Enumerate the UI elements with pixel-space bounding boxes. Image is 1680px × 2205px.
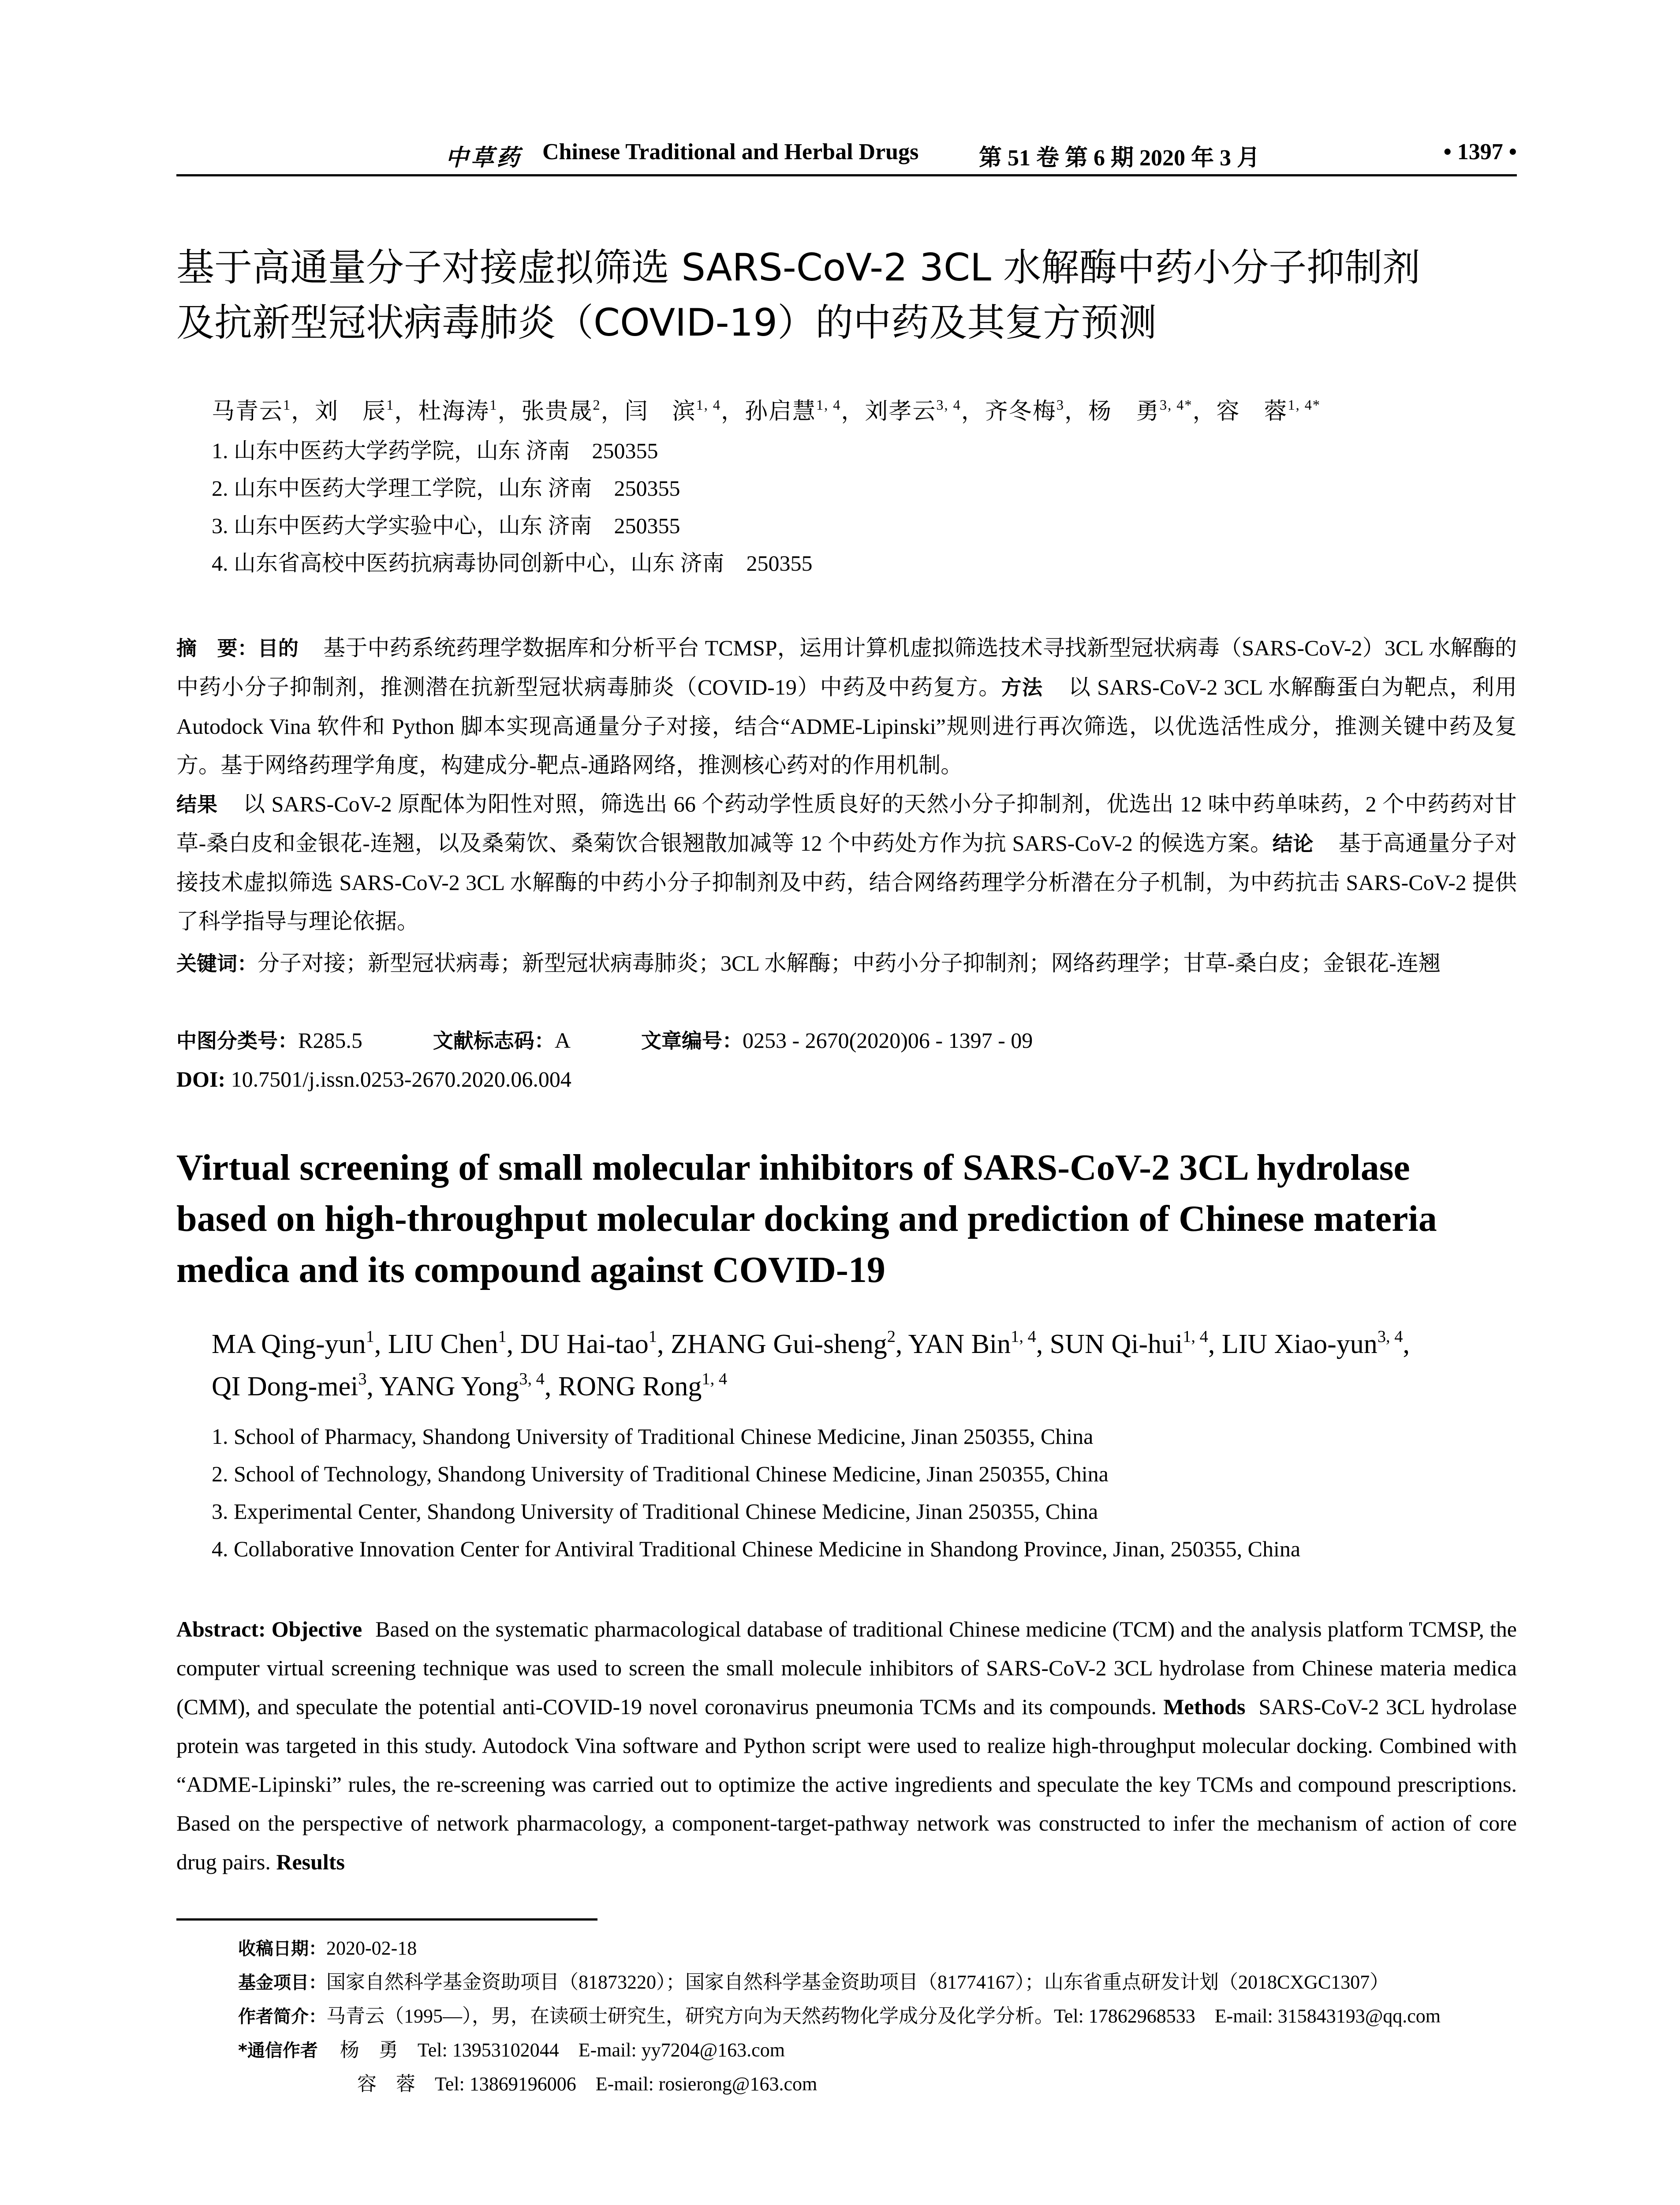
title-cn — [176, 240, 1543, 351]
affiliation-cn: 3. 山东中医药大学实验中心，山东 济南 250355 — [212, 513, 680, 538]
author-affiliation-mark: 1 — [386, 397, 395, 413]
corresponding-author-1 — [238, 2033, 1526, 2067]
doi — [176, 1060, 571, 1099]
title-en-line: Virtual screening of small molecular inhibitors of SARS-CoV-2 3CL hydrolase — [176, 1147, 1410, 1188]
author-affiliation-mark: 1 — [498, 1327, 507, 1346]
header-rule — [176, 174, 1517, 176]
author-name: LIU Xiao-yun — [1221, 1329, 1378, 1359]
classification-info — [176, 1021, 1517, 1060]
author-name: 张贵晟 — [521, 399, 593, 424]
author-affiliation-mark: 1, 4 — [1011, 1327, 1036, 1346]
methods-text-en: SARS-CoV-2 3CL hydrolase protein was targeted in this study. Autodock Vina software and Python script were used to realize high-throughput molecular docking. Combined with “ADME-Lipinski” rules, the re-screening was carried out to optimize the active ingredients and speculate the key TCMs and compound prescriptions. Based on the perspective of network pharmacology, a component-target-pathway network was constructed to infer the mechanism of action of core drug pairs. — [176, 1694, 1517, 1874]
author-name: MA Qing-yun — [212, 1329, 366, 1359]
article-no-value: 0253 - 2670(2020)06 - 1397 - 09 — [742, 1028, 1033, 1053]
conclusion-text-cn: 基于高通量分子对接技术虚拟筛选 SARS-CoV-2 3CL 水解酶的中药小分子抑制剂及中药，结合网络药理学分析潜在分子机制，为中药抗击 SARS-CoV-2 提供了科学指导与理论依据。 — [176, 831, 1517, 934]
authors-cn: 马青云$^1$，刘 辰$^1$，杜海涛$^1$，张贵晟$^2$，闫 滨$^{1, 4}$，孙启慧$^{1, 4}$，刘孝云$^{3, 4}$，齐冬梅$^3$，杨 勇$^{3, 4*}$，容 蓉$^{1, 4*}$ — [212, 397, 1321, 424]
article-no-label: 文章编号： — [641, 1029, 743, 1053]
title-en-line: medica and its compound against COVID-19 — [176, 1249, 885, 1290]
author-name: 容 蓉 — [1216, 399, 1288, 424]
title-cn-line: 及抗新型冠状病毒肺炎（COVID-19）的中药及其复方预测 — [176, 301, 1157, 345]
author-name: 孙启慧 — [745, 399, 817, 424]
author-name: 杜海涛 — [418, 399, 490, 424]
author-affiliation-mark: 1, 4 — [696, 397, 721, 413]
methods-text-cn: 以 SARS-CoV-2 3CL 水解酶蛋白为靶点，利用 Autodock Vina 软件和 Python 脚本实现高通量分子对接，结合“ADME-Lipinski”规则进行再次筛选，以优选活性成分，推测关键中药及复方。基于网络药理学角度，构建成分-靶点-通路网络，推测核心药对的作用机制。 — [176, 675, 1517, 777]
received-label: 收稿日期： — [238, 1939, 326, 1959]
abstract-cn-label: 摘 要： — [176, 636, 258, 660]
author-name: 马青云 — [212, 399, 284, 424]
author-name: LIU Chen — [388, 1329, 498, 1359]
running-header — [176, 139, 1517, 174]
fund-value: 国家自然科学基金资助项目（81873220）；国家自然科学基金资助项目（81774167）；山东省重点研发计划（2018CXGC1307） — [326, 1971, 1389, 1993]
objective-text-cn: 基于中药系统药理学数据库和分析平台 TCMSP，运用计算机虚拟筛选技术寻找新型冠状病毒（SARS-CoV-2）3CL 水解酶的中药小分子抑制剂，推测潜在抗新型冠状病毒肺炎（COVID-19）中药及中药复方。 — [176, 635, 1517, 699]
title-cn-line: 基于高通量分子对接虚拟筛选 SARS-CoV-2 3CL 水解酶中药小分子抑制剂 — [176, 246, 1421, 290]
page-number: • 1397 • — [1443, 139, 1517, 164]
author-name: 刘 辰 — [315, 399, 387, 424]
methods-label-en: Methods — [1163, 1694, 1246, 1719]
methods-label-cn: 方法 — [1001, 676, 1043, 699]
author-name: 杨 勇 — [1088, 399, 1160, 424]
author-bio-label: 作者简介： — [238, 2007, 326, 2027]
affiliation-en: 4. Collaborative Innovation Center for Antiviral Traditional Chinese Medicine in Shandong Province, Jinan, 250355, China — [212, 1536, 1301, 1561]
author-name: YAN Bin — [908, 1329, 1011, 1359]
affiliations-cn — [212, 432, 813, 582]
funding — [238, 1966, 1526, 1999]
affiliations-en — [212, 1418, 1300, 1568]
author-name: QI Dong-mei — [212, 1372, 358, 1401]
doc-code-value: A — [554, 1028, 571, 1053]
affiliation-en: 1. School of Pharmacy, Shandong University of Traditional Chinese Medicine, Jinan 250355, China — [212, 1424, 1094, 1449]
abstract-en-label: Abstract: Objective — [176, 1617, 362, 1641]
received-date — [238, 1932, 1526, 1966]
corresponding-author-2 — [238, 2067, 1526, 2101]
author-name: SUN Qi-hui — [1049, 1329, 1183, 1359]
corresponding-value: 容 蓉 Tel: 13869196006 E-mail: rosierong@163.com — [357, 2073, 818, 2095]
doi-label: DOI: — [176, 1067, 226, 1091]
abstract-en — [176, 1610, 1517, 1881]
author-affiliation-mark: 3, 4* — [1159, 397, 1193, 413]
author-name: YANG Yong — [379, 1372, 519, 1401]
results-label-cn: 结果 — [176, 792, 218, 816]
author-affiliation-mark: 1 — [648, 1327, 657, 1346]
corresponding-label: *通信作者 — [238, 2041, 318, 2061]
keywords-text: 分子对接；新型冠状病毒；新型冠状病毒肺炎；3CL 水解酶；中药小分子抑制剂；网络药理学；甘草-桑白皮；金银花-连翘 — [258, 951, 1441, 975]
author-name: 刘孝云 — [865, 399, 937, 424]
affiliation-cn: 4. 山东省高校中医药抗病毒协同创新中心，山东 济南 250355 — [212, 551, 813, 576]
author-name: DU Hai-tao — [520, 1329, 649, 1359]
clc-value: R285.5 — [298, 1028, 362, 1053]
author-bio — [238, 1999, 1526, 2033]
author-affiliation-mark: 3, 4 — [519, 1370, 545, 1389]
author-affiliation-mark: 1 — [283, 397, 291, 413]
affiliation-en: 3. Experimental Center, Shandong University of Traditional Chinese Medicine, Jinan 250355, China — [212, 1499, 1098, 1524]
author-affiliation-mark: 3, 4 — [936, 397, 961, 413]
author-affiliation-mark: 1, 4* — [1288, 397, 1321, 413]
abstract-cn — [176, 628, 1517, 941]
author-affiliation-mark: 3 — [1056, 397, 1064, 413]
author-affiliation-mark: 1, 4 — [1183, 1327, 1208, 1346]
author-name: 闫 滨 — [624, 399, 696, 424]
objective-label-cn: 目的 — [258, 636, 299, 660]
objective-text-en: Based on the systematic pharmacological database of traditional Chinese medicine (TCM) and the analysis platform TCMSP, the computer virtual screening technique was used to screen the small molecule inhibitors of SARS-CoV-2 3CL hydrolase from Chinese materia medica (CMM), and speculate the potential anti-COVID-19 novel coronavirus pneumonia TCMs and its compounds. — [176, 1617, 1517, 1719]
author-affiliation-mark: 1, 4 — [702, 1370, 728, 1389]
author-affiliation-mark: 3 — [358, 1370, 367, 1389]
author-affiliation-mark: 3, 4 — [1377, 1327, 1403, 1346]
results-text-cn: 以 SARS-CoV-2 原配体为阳性对照，筛选出 66 个药动学性质良好的天然小分子抑制剂，优选出 12 味中药单味药，2 个中药药对甘草-桑白皮和金银花-连翘，以及桑菊饮、桑菊饮合银翘散加减等 12 个中药处方作为抗 SARS-CoV-2 的候选方案。 — [176, 792, 1517, 856]
results-label-en: Results — [276, 1850, 345, 1874]
footnote-rule — [176, 1918, 597, 1921]
corresponding-value: 杨 勇 Tel: 13953102044 E-mail: yy7204@163.com — [340, 2039, 785, 2061]
conclusion-label-cn: 结论 — [1272, 832, 1314, 856]
received-value: 2020-02-18 — [326, 1937, 417, 1959]
journal-name-cn: 中草药 — [445, 146, 523, 171]
author-name: 齐冬梅 — [985, 399, 1057, 424]
title-en — [176, 1142, 1543, 1296]
doi-link[interactable]: 10.7501/j.issn.0253-2670.2020.06.004 — [231, 1067, 571, 1091]
affiliation-cn: 1. 山东中医药大学药学院，山东 济南 250355 — [212, 438, 658, 463]
author-name: RONG Rong — [558, 1372, 702, 1401]
author-bio-value: 马青云（1995—），男，在读硕士研究生，研究方向为天然药物化学成分及化学分析。Tel: 17862968533 E-mail: 315843193@qq.com — [326, 2005, 1441, 2027]
issue-info: 第 51 卷 第 6 期 2020 年 3 月 — [979, 146, 1260, 171]
author-affiliation-mark: 2 — [593, 397, 601, 413]
keywords-label: 关键词： — [176, 952, 258, 975]
doc-code-label: 文献标志码： — [433, 1029, 555, 1053]
journal-name-en: Chinese Traditional and Herbal Drugs — [542, 139, 919, 164]
author-affiliation-mark: 1 — [366, 1327, 374, 1346]
author-affiliation-mark: 2 — [887, 1327, 896, 1346]
author-affiliation-mark: 1, 4 — [816, 397, 841, 413]
author-affiliation-mark: 1 — [489, 397, 498, 413]
footnotes — [238, 1932, 1526, 2101]
fund-label: 基金项目： — [238, 1973, 326, 1993]
author-name: ZHANG Gui-sheng — [670, 1329, 887, 1359]
title-en-line: based on high-throughput molecular docking and prediction of Chinese materia — [176, 1198, 1437, 1239]
authors-en: MA Qing-yun$^1$, LIU Chen$^1$, DU Hai-tao$^1$, ZHANG Gui-sheng$^2$, YAN Bin$^{1, 4}$, SUN Qi-hui$^{1, 4}$, LIU Xiao-yun$^{3, 4}$, QI Dong-mei$^3$, YANG Yong$^{3, 4}$, RONG Rong$^{1, 4}$ — [212, 1327, 1410, 1401]
affiliation-cn: 2. 山东中医药大学理工学院，山东 济南 250355 — [212, 476, 680, 501]
clc-label: 中图分类号： — [176, 1029, 298, 1053]
keywords-cn — [176, 944, 1517, 983]
affiliation-en: 2. School of Technology, Shandong University of Traditional Chinese Medicine, Jinan 250355, China — [212, 1461, 1109, 1486]
